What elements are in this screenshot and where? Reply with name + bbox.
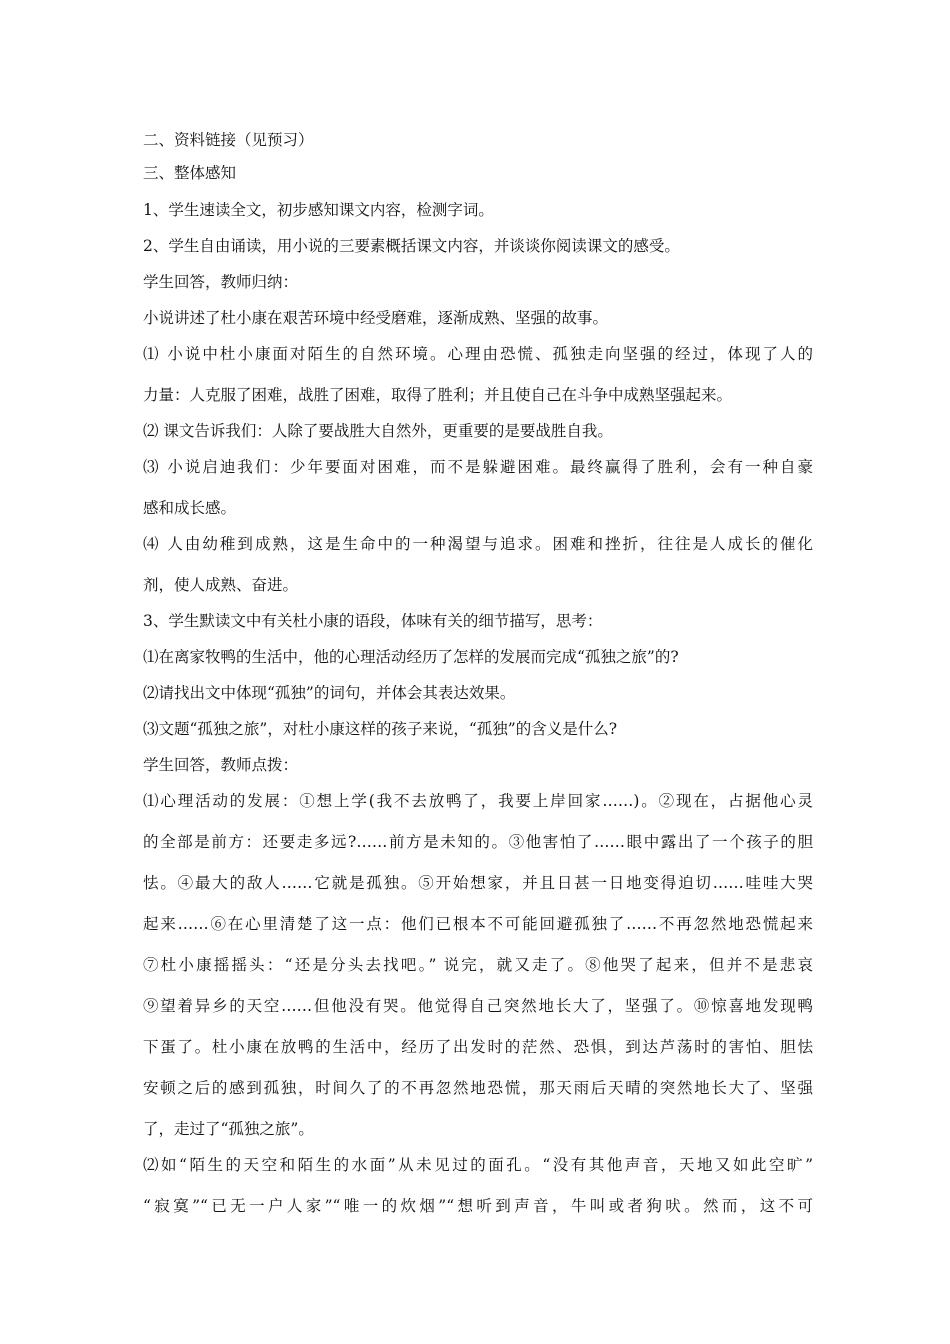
text-line: ⑴心理活动的发展：①想上学(我不去放鸭了，我要上岸回家……)。②现在，占据他心灵 — [143, 792, 813, 810]
text-line: 学生回答，教师点拨： — [143, 756, 299, 774]
text-line: ⑴在离家牧鸭的生活中，他的心理活动经历了怎样的发展而完成“孤独之旅”的? — [143, 648, 679, 666]
section-heading: 三、整体感知 — [143, 164, 237, 182]
text-line: ⑦杜小康摇摇头：“还是分头去找吧。” 说完，就又走了。⑧他哭了起来，但并不是悲哀 — [143, 956, 813, 974]
text-line: 安顿之后的感到孤独，时间久了的不再忽然地恐慌，那天雨后天晴的突然地长大了、坚强 — [143, 1079, 813, 1097]
text-line: ⑴ 小说中杜小康面对陌生的自然环境。心理由恐慌、孤独走向坚强的经过，体现了人的 — [143, 345, 813, 363]
section-heading: 二、资料链接（见预习） — [143, 131, 314, 149]
text-line: 感和成长感。 — [143, 499, 237, 517]
text-line: “寂寞”“已无一户人家”“唯一的炊烟”“想听到声音，牛叫或者狗吠。然而，这不可 — [143, 1197, 813, 1215]
text-line: 的全部是前方：还要走多远?……前方是未知的。③他害怕了……眼中露出了一个孩子的胆 — [143, 833, 813, 851]
text-line: 下蛋了。杜小康在放鸭的生活中，经历了出发时的茫然、恐惧，到达芦荡时的害怕、胆怯 — [143, 1038, 813, 1056]
text-line: ⑶ 小说启迪我们：少年要面对困难，而不是躲避困难。最终赢得了胜利，会有一种自豪 — [143, 458, 813, 476]
text-line: 3、学生默读文中有关杜小康的语段，体味有关的细节描写，思考： — [143, 612, 603, 630]
text-line: ⑵如“陌生的天空和陌生的水面”从未见过的面孔。“没有其他声音，天地又如此空旷” — [143, 1156, 813, 1174]
text-line: 了，走过了“孤独之旅”。 — [143, 1120, 314, 1138]
text-line: ⑶文题“孤独之旅”，对杜小康这样的孩子来说，“孤独”的含义是什么? — [143, 720, 618, 738]
text-line: 剂，使人成熟、奋进。 — [143, 576, 299, 594]
text-line: ⑵ 课文告诉我们：人除了要战胜大自然外，更重要的是要战胜自我。 — [143, 422, 613, 440]
text-line: 2、学生自由诵读，用小说的三要素概括课文内容，并谈谈你阅读课文的感受。 — [143, 237, 680, 255]
text-line: 力量：人克服了困难，战胜了困难，取得了胜利；并且使自己在斗争中成熟坚强起来。 — [143, 386, 733, 404]
text-line: ⑨望着异乡的天空……但他没有哭。他觉得自己突然地长大了，坚强了。⑩惊喜地发现鸭 — [143, 997, 813, 1015]
text-line: ⑷ 人由幼稚到成熟，这是生命中的一种渴望与追求。困难和挫折，往往是人成长的催化 — [143, 535, 813, 553]
text-line: 小说讲述了杜小康在艰苦环境中经受磨难，逐渐成熟、坚强的故事。 — [143, 309, 609, 327]
text-line: 学生回答，教师归纳： — [143, 273, 299, 291]
text-line: 怯。④最大的敌人……它就是孤独。⑤开始想家，并且日甚一日地变得迫切……哇哇大哭 — [143, 874, 813, 892]
text-line: 1、学生速读全文，初步感知课文内容，检测字词。 — [143, 201, 494, 219]
text-line: ⑵请找出文中体现“孤独”的词句，并体会其表达效果。 — [143, 684, 516, 702]
text-line: 起来……⑥在心里清楚了这一点：他们已根本不可能回避孤独了……不再忽然地恐慌起来 — [143, 915, 813, 933]
